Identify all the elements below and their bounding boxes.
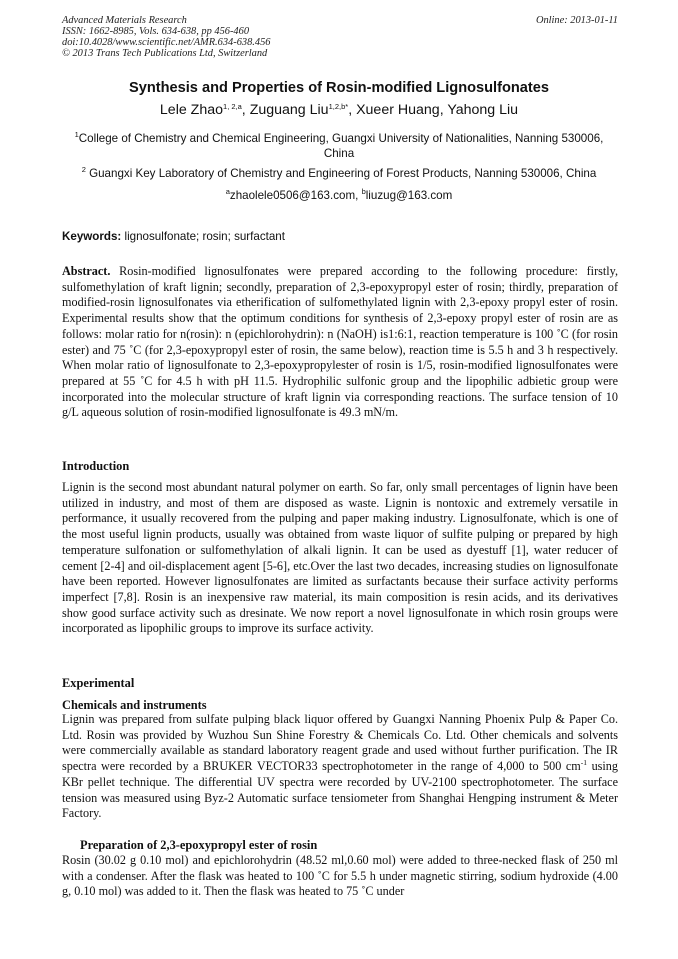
author-affil-sup: 1,2,b*	[328, 102, 349, 111]
affiliation-2	[40, 166, 638, 181]
introduction-heading: Introduction	[62, 459, 130, 473]
author-name: Yahong Liu	[447, 102, 519, 118]
affiliation-sup: 2	[81, 165, 86, 174]
journal-header	[62, 15, 618, 59]
paper-title: Synthesis and Properties of Rosin-modified Lignosulfonates	[128, 80, 550, 96]
author-affil-sup: 1, 2,a	[223, 102, 242, 111]
keywords-label: Keywords:	[62, 230, 122, 243]
author-name: Lele Zhao	[159, 102, 224, 118]
chemicals-text-part1: Lignin was prepared from sulfate pulping black liquor offered by Guangxi Nanning Phoenix Pulp & Paper Co. Ltd. Rosin was provided by Wuzhou Sun Shine Forestry & Chemicals Co. Ltd. Other chemicals and solvents were commercially available as standard laboratory reagent grade and used without further purification. The IR spectra were recorded by a BRUKER VECTOR33 spectrophotometer in the range of 4,000 to 500 cm	[62, 712, 618, 774]
email-sup-b: b	[361, 187, 366, 196]
keywords	[62, 229, 618, 244]
email-a[interactable]: zhaolele0506@163.com	[229, 189, 356, 202]
affiliation-text: College of Chemistry and Chemical Engineering, Guangxi University of Nationalities, Nanning 530006, China	[78, 132, 604, 160]
chemicals-text-part2: using KBr pellet technique. The differential UV spectra were recorded by UV-2100 spectrophotometer. The surface tension was measured using Byz-2 Automatic surface tensiometer from Shanghai Hengping instrument & Meter Factory.	[62, 759, 618, 821]
copyright-line: © 2013 Trans Tech Publications Ltd, Switzerland	[62, 48, 268, 59]
chemicals-subheading: Chemicals and instruments	[62, 698, 207, 712]
affiliation-text: Guangxi Key Laboratory of Chemistry and Engineering of Forest Products, Nanning 530006, China	[85, 167, 597, 180]
email-separator: ,	[355, 189, 362, 202]
journal-name: Advanced Materials Research	[62, 15, 187, 26]
preparation-text: Rosin (30.02 g 0.10 mol) and epichlorohydrin (48.52 ml,0.60 mol) were added to three-necked flask of 250 ml with a condenser. After the flask was heated to 100 ˚C for 5.5 h under magnetic stirring, sodium hydroxide (4.00 g, 0.10 mol) was added to it. Then the flask was heated to 75 ˚C under	[62, 853, 618, 899]
experimental-heading: Experimental	[62, 676, 135, 690]
email-b[interactable]: liuzug@163.com	[365, 189, 453, 202]
affiliation-sup: 1	[74, 130, 79, 139]
introduction-text: Lignin is the second most abundant natural polymer on earth. So far, only small percentages of lignin have been utilized in industry, and most of them are disposed as waste. Lignin is nontoxic and extremely versatile in performance, it usually recovered from the pulping and paper making industry. Lignosulfonate, which is one of the most useful lignin products, usually was obtained from waste liquor of sulfite pulping or prepared by high temperature sulfonation or sulfomethylation of alkali lignin. It can be used as dyestuff [1], water reducer of cement [2-4] and oil-displacement agent [5-6], etc.Over the last two decades, increasing studies on lignosulfonate have been reported. However lignosulfonates are limited as surfactants because their surface activity performs imperfect [7,8]. Rosin is an inexpensive raw material, its main composition is resin acids, and its derivatives show good surface activity such as dresinate. We now report a novel lignosulfonate in which rosin groups were incorporated as lipophilic groups to improve its surface activity.	[62, 480, 618, 636]
email-line	[60, 188, 618, 203]
doi-line: doi:10.4028/www.scientific.net/AMR.634-638.456	[62, 37, 271, 48]
author-list: Lele Zhao$^{1, 2,a}$, Zuguang Liu$^{1,2,b*}$, Xueer Huang, Yahong Liu	[159, 102, 519, 118]
email-sup-a: a	[225, 187, 230, 196]
wavenumber-sup: -1	[580, 758, 588, 768]
abstract-text: Rosin-modified lignosulfonates were prepared according to the following procedure: firstly, sulfomethylation of kraft lignin; secondly, preparation of 2,3-epoxypropyl ester of rosin; thirdly, preparation of modified-rosin lignosulfonates via etherification of sulfomethylated lignin with 2,3-epoxy propyl ester of rosin. Experimental results show that the optimum conditions for synthesis of 2,3-epoxy propyl ester of rosin are as follows: molar ratio for n(rosin): n (epichlorohydrin): n (NaOH) is1:6:1, reaction temperature is 100 ˚C (for rosin ester) and 75 ˚C (for 2,3-epoxypropyl ester of rosin, the same below), reaction time is 5.5 h and 3 h respectively. When molar ratio of lignosulfonate to 2,3-epoxypropylester of rosin is 1/5, rosin-modified lignosulfonates were prepared at 55 ˚C for 4.5 h with pH 11.5. Hydrophilic sulfonic group and the lipophilic adbietic group were incorporated into the molecular structure of kraft lignin via corresponding reactions. The surface tension of 10 g/L aqueous solution of rosin-modified lignosulfonate is 49.3 mN/m.	[62, 264, 618, 420]
abstract	[62, 264, 618, 421]
chemicals-text	[62, 712, 618, 822]
issn-line: ISSN: 1662-8985, Vols. 634-638, pp 456-460	[62, 26, 250, 37]
affiliation-1	[60, 131, 618, 161]
abstract-label: Abstract.	[62, 264, 111, 278]
online-date: Online: 2013-01-11	[535, 15, 618, 26]
preparation-subheading: Preparation of 2,3-epoxypropyl ester of rosin	[80, 838, 318, 852]
keywords-text: lignosulfonate; rosin; surfactant	[121, 230, 285, 243]
author-name: Xueer Huang	[356, 102, 440, 118]
author-name: Zuguang Liu	[249, 102, 329, 118]
